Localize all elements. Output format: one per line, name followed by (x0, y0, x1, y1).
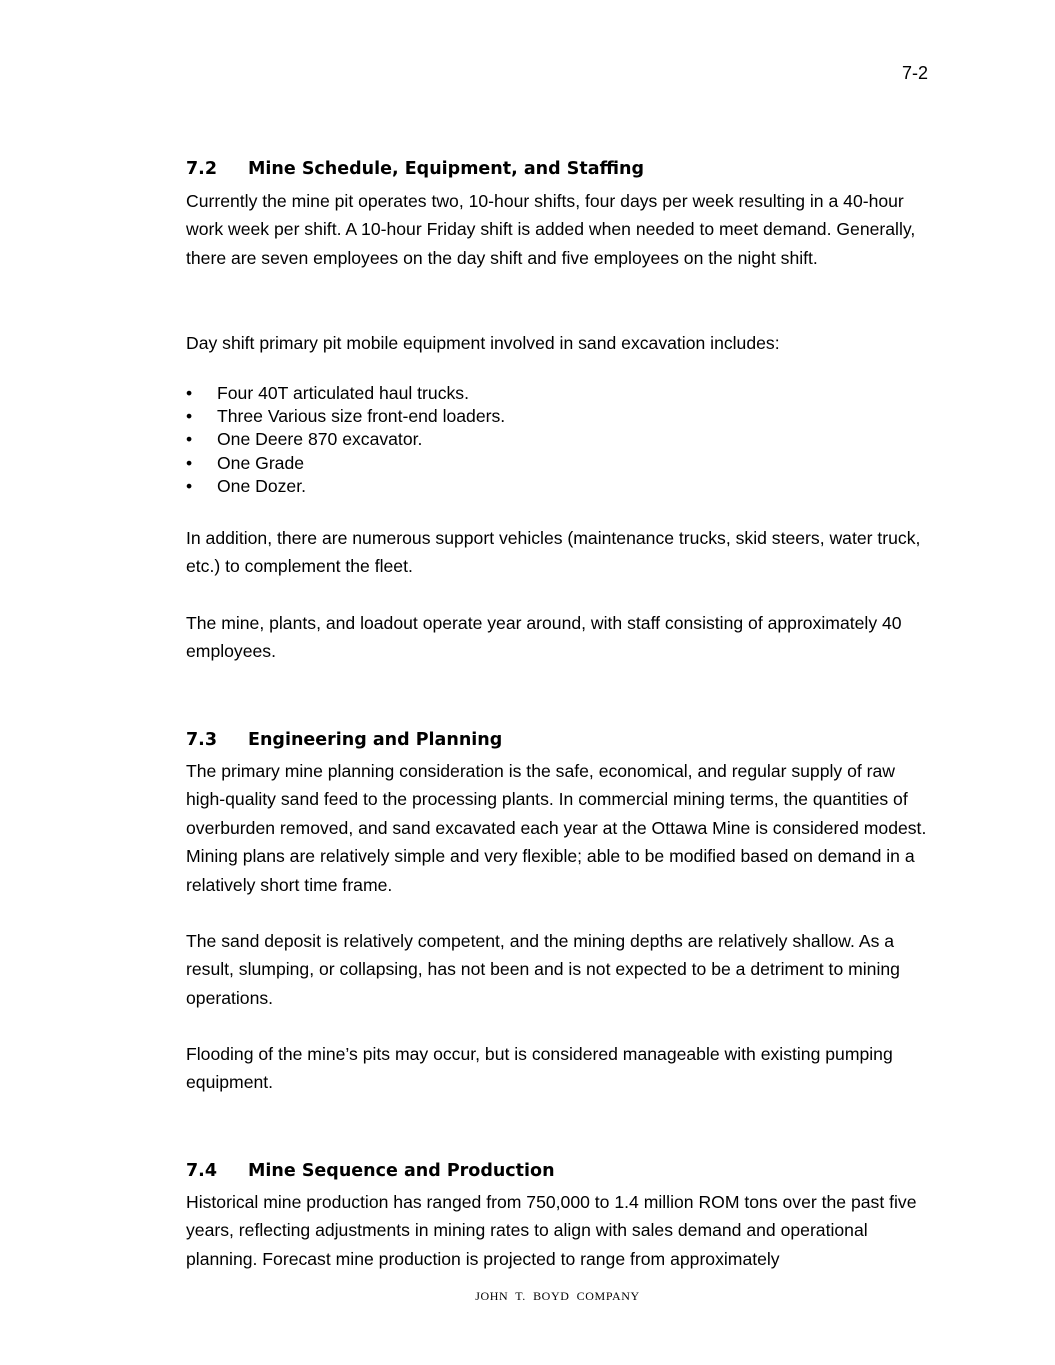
list-item (186, 382, 505, 405)
bullet-icon: • (186, 452, 193, 473)
section-heading-7-3 (186, 729, 502, 751)
section-title: Mine Schedule, Equipment, and Staffing (248, 159, 645, 179)
bullet-icon: • (186, 475, 193, 496)
bullet-icon: • (186, 429, 193, 450)
paragraph: Currently the mine pit operates two, 10-hour shifts, four days per week resulting in a 40-hour work week per shift. A 10-hour Friday shift is added when needed to meet demand. Generally, there are seven employees on the day shift and five employees on the night shift. (186, 191, 916, 268)
section-number: 7.3 (186, 730, 218, 750)
page-number: 7-2 (902, 63, 929, 83)
list-item (186, 428, 505, 451)
paragraph: Day shift primary pit mobile equipment involved in sand excavation includes: (186, 333, 780, 353)
list-item-text: One Dozer. (217, 475, 306, 496)
paragraph: Historical mine production has ranged from 750,000 to 1.4 million ROM tons over the past five years, reflecting adjustments in mining rates to align with sales demand and operational planning. Forecast mine production is projected to range from approximately (186, 1192, 917, 1269)
paragraph: The sand deposit is relatively competent, and the mining depths are relatively shallow. As a result, slumping, or collapsing, has not been and is not expected to be a detriment to mining operations. (186, 931, 900, 1008)
list-item-text: Four 40T articulated haul trucks. (217, 383, 469, 403)
section-number: 7.4 (186, 1161, 218, 1181)
bullet-icon: • (186, 383, 193, 403)
list-item (186, 475, 505, 498)
equipment-list (186, 382, 505, 498)
paragraph: In addition, there are numerous support vehicles (maintenance trucks, skid steers, water truck, etc.) to complement the fleet. (186, 528, 921, 577)
section-heading-7-2 (186, 158, 644, 180)
bullet-icon: • (186, 406, 193, 427)
footer-text: JOHN T. BOYD COMPANY (475, 1289, 640, 1303)
list-item (186, 452, 505, 475)
list-item-text: One Deere 870 excavator. (217, 429, 423, 450)
paragraph: The mine, plants, and loadout operate year around, with staff consisting of approximately 40 employees. (186, 613, 902, 662)
section-number: 7.2 (186, 159, 218, 179)
list-item-text: Three Various size front-end loaders. (217, 406, 506, 427)
list-item (186, 405, 505, 428)
paragraph: The primary mine planning consideration is the safe, economical, and regular supply of raw high-quality sand feed to the processing plants. In commercial mining terms, the quantities of overburden removed, and sand excavated each year at the Ottawa Mine is considered modest. Mining plans are relatively simple and very flexible; able to be modified based on demand in a relatively short time frame. (186, 761, 927, 895)
list-item-text: One Grade (217, 452, 305, 473)
section-title: Engineering and Planning (248, 730, 503, 750)
footer-company-name (0, 1289, 1055, 1304)
section-heading-7-4 (186, 1160, 555, 1182)
section-title: Mine Sequence and Production (248, 1161, 555, 1181)
paragraph: Flooding of the mine’s pits may occur, but is considered manageable with existing pumping equipment. (186, 1044, 893, 1093)
